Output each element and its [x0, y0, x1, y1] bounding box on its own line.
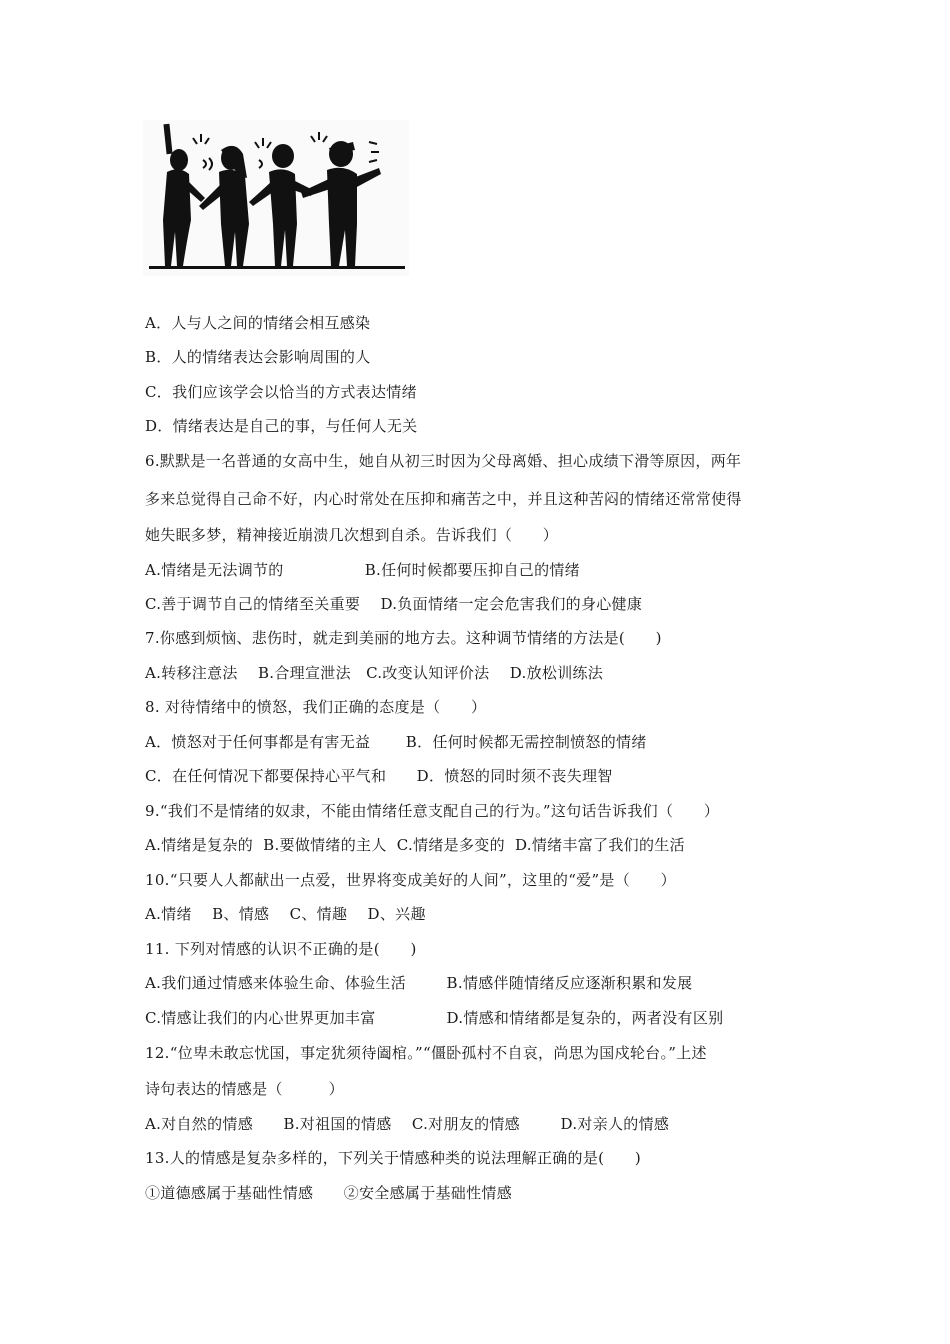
q13-items: ①道德感属于基础性情感 ②安全感属于基础性情感 [145, 1184, 513, 1202]
q6-options-line-1: A.情绪是无法调节的 B.任何时候都要压抑自己的情绪 [145, 561, 580, 579]
arguing-people-illustration [143, 120, 409, 276]
q11-stem: 11. 下列对情感的认识不正确的是( ) [145, 940, 417, 958]
q5-option-b: B．人的情绪表达会影响周围的人 [145, 348, 371, 366]
q8-options-line-2: C．在任何情况下都要保持心平气和 D．愤怒的同时须不丧失理智 [145, 767, 613, 785]
q7-options: A.转移注意法 B.合理宣泄法 C.改变认知评价法 D.放松训练法 [145, 664, 604, 682]
q5-option-c: C．我们应该学会以恰当的方式表达情绪 [145, 383, 417, 401]
q10-stem: 10.“只要人人都献出一点爱，世界将变成美好的人间”，这里的“爱”是（ ） [145, 871, 676, 889]
q11-options-line-2: C.情感让我们的内心世界更加丰富 D.情感和情绪都是复杂的，两者没有区别 [145, 1009, 724, 1027]
q6-options-line-2: C.善于调节自己的情绪至关重要 D.负面情绪一定会危害我们的身心健康 [145, 595, 643, 613]
q7-stem: 7.你感到烦恼、悲伤时，就走到美丽的地方去。这种调节情绪的方法是( ) [145, 629, 662, 647]
q8-options-line-1: A．愤怒对于任何事都是有害无益 B．任何时候都无需控制愤怒的情绪 [145, 733, 647, 751]
q6-stem-line-3: 她失眠多梦，精神接近崩溃几次想到自杀。告诉我们（ ） [145, 526, 559, 544]
q6-stem-line-2: 多来总觉得自己命不好，内心时常处在压抑和痛苦之中，并且这种苦闷的情绪还常常使得 [145, 490, 742, 508]
q10-options: A.情绪 B、情感 C、情趣 D、兴趣 [145, 905, 426, 923]
q12-stem-line-2: 诗句表达的情感是（ ） [145, 1080, 344, 1098]
q9-stem: 9.“我们不是情绪的奴隶，不能由情绪任意支配自己的行为。”这句话告诉我们（ ） [145, 802, 720, 820]
q11-options-line-1: A.我们通过情感来体验生命、体验生活 B.情感伴随情绪反应逐渐积累和发展 [145, 974, 693, 992]
q13-stem: 13.人的情感是复杂多样的，下列关于情感种类的说法理解正确的是( ) [145, 1149, 642, 1167]
q12-stem-line-1: 12.“位卑未敢忘忧国，事定犹须待阖棺。”“僵卧孤村不自哀，尚思为国戍轮台。”上述 [145, 1044, 707, 1062]
q6-stem-line-1: 6.默默是一名普通的女高中生，她自从初三时因为父母离婚、担心成绩下滑等原因，两年 [145, 452, 742, 470]
q12-options: A.对自然的情感 B.对祖国的情感 C.对朋友的情感 D.对亲人的情感 [145, 1115, 670, 1133]
q8-stem: 8. 对待情绪中的愤怒，我们正确的态度是（ ） [145, 698, 487, 716]
q9-options: A.情绪是复杂的 B.要做情绪的主人 C.情绪是多变的 D.情绪丰富了我们的生活 [145, 836, 685, 854]
q5-option-a: A．人与人之间的情绪会相互感染 [145, 314, 371, 332]
q5-option-d: D．情绪表达是自己的事，与任何人无关 [145, 417, 418, 435]
